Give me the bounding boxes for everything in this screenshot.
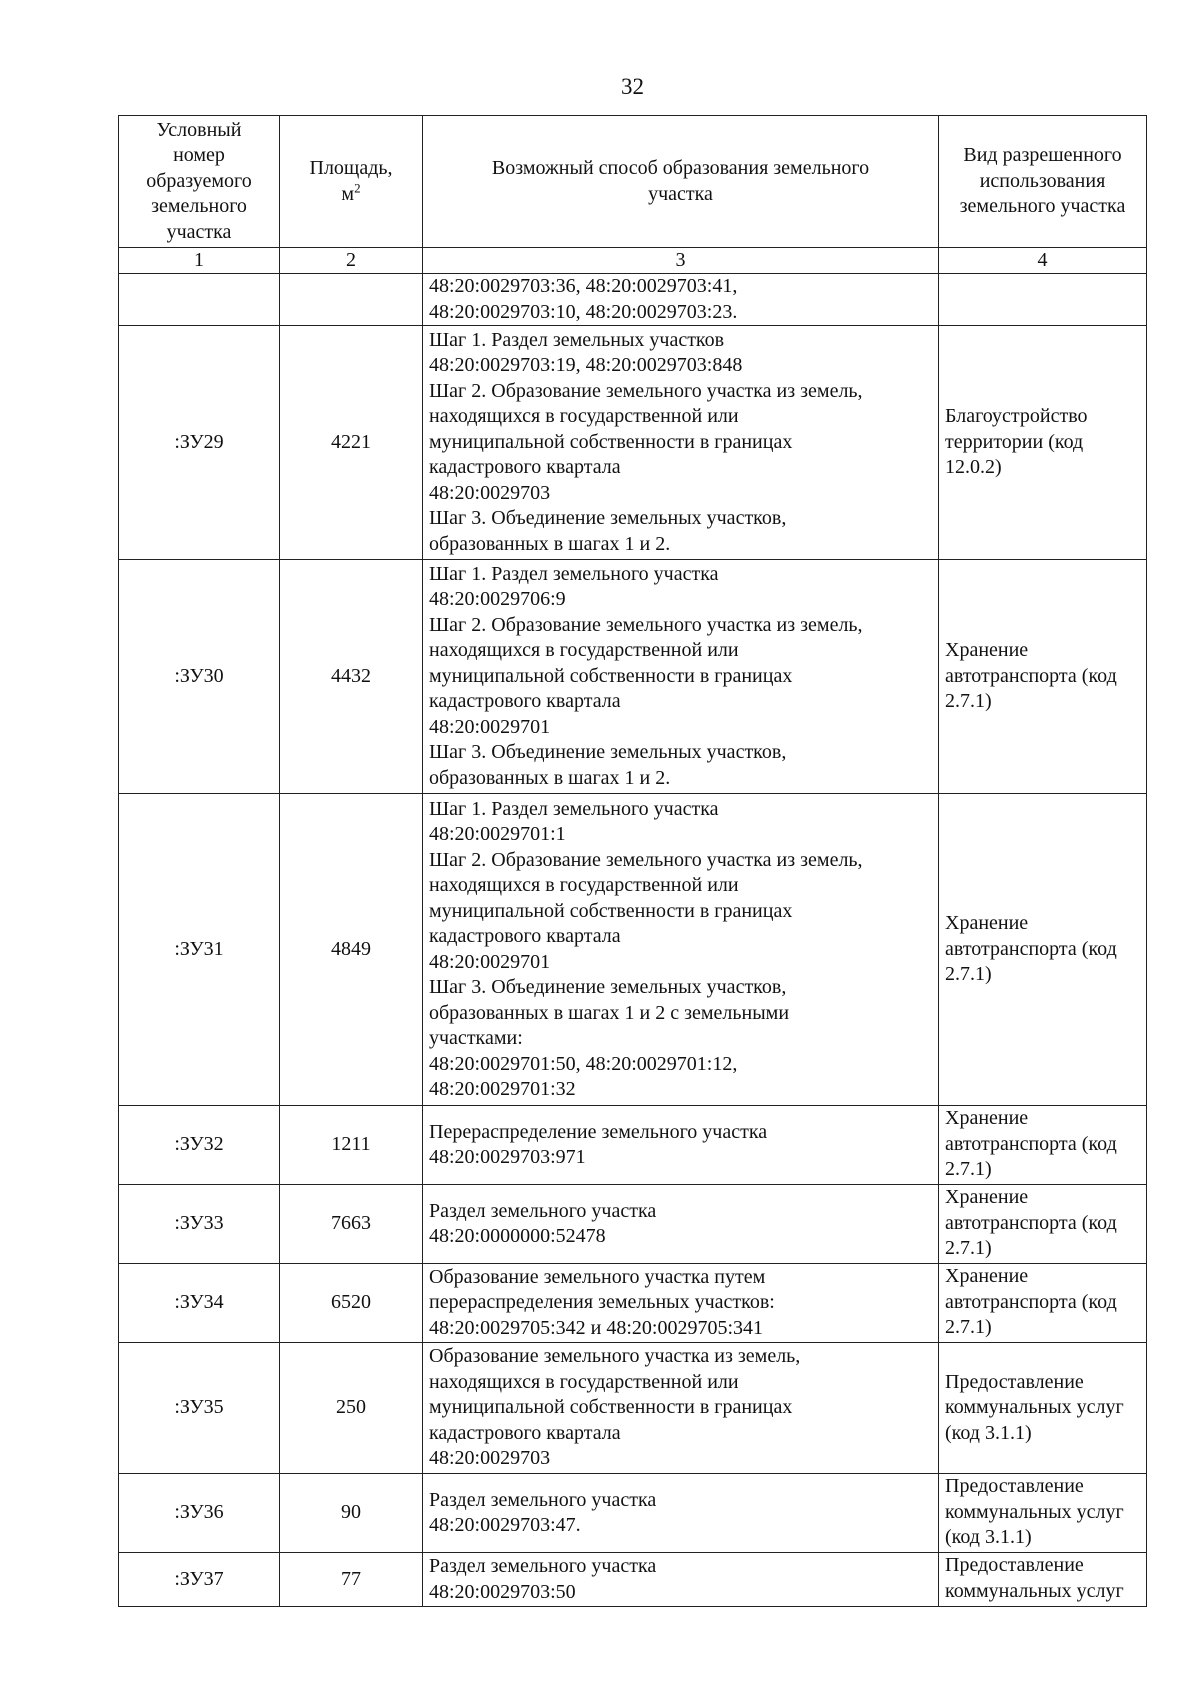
permitted-use-line: территории (код — [945, 430, 1084, 453]
formation-method-cell — [423, 274, 939, 326]
header-line: Вид разрешенного — [963, 144, 1122, 167]
formation-method-line: образованных в шагах 1 и 2 с земельными — [429, 1001, 790, 1024]
permitted-use-line: автотранспорта (код — [945, 1290, 1117, 1313]
plot-number: :ЗУ33 — [174, 1212, 224, 1235]
table-row — [119, 1185, 1147, 1264]
formation-method-line: 48:20:0029706:9 — [429, 588, 566, 611]
formation-method-line: муниципальной собственности в границах — [429, 430, 793, 453]
header-line: земельного участка — [959, 195, 1126, 218]
header-permitted-use — [939, 116, 1147, 248]
formation-method-line: 48:20:0029701 — [429, 950, 551, 973]
permitted-use-line: Предоставление — [945, 1475, 1084, 1497]
permitted-use-line: коммунальных услуг — [945, 1500, 1124, 1523]
formation-method-line: 48:20:0029701:1 — [429, 823, 566, 845]
table-row — [119, 560, 1147, 794]
permitted-use-cell — [939, 274, 1147, 326]
formation-method-line: Шаг 3. Объединение земельных участков, — [429, 741, 787, 764]
formation-method-line: 48:20:0029703:50 — [429, 1580, 576, 1603]
plot-area-cell — [280, 326, 423, 560]
formation-method-line: 48:20:0029703:19, 48:20:0029703:848 — [429, 354, 743, 377]
permitted-use-line: коммунальных услуг — [945, 1396, 1124, 1419]
formation-method-cell — [423, 794, 939, 1106]
plot-number: :ЗУ36 — [174, 1501, 224, 1524]
header-line: Площадь, — [309, 157, 393, 179]
formation-method-line: 48:20:0029701:32 — [429, 1078, 576, 1100]
formation-method-line: Перераспределение земельного участка — [429, 1120, 768, 1143]
formation-method-line: Шаг 2. Образование земельного участка из земель, — [429, 613, 863, 636]
table-header — [119, 116, 1147, 274]
plot-number: :ЗУ32 — [174, 1133, 224, 1156]
permitted-use-line: автотранспорта (код — [945, 937, 1117, 960]
plot-area-cell — [280, 794, 423, 1106]
formation-method-line: кадастрового квартала — [429, 456, 621, 479]
formation-method-cell — [423, 1185, 939, 1264]
permitted-use-line: Предоставление — [945, 1370, 1084, 1393]
plot-number-cell — [119, 1474, 280, 1553]
table-row — [119, 1474, 1147, 1553]
formation-method-line: участками: — [429, 1027, 523, 1049]
formation-method-line: находящихся в государственной или — [429, 1370, 739, 1393]
permitted-use-line: 2.7.1) — [945, 963, 992, 986]
header-formation-method — [423, 116, 939, 248]
header-line: образуемого — [146, 169, 252, 192]
plot-area: 250 — [336, 1396, 366, 1419]
formation-method-line: Шаг 1. Раздел земельных участков — [429, 328, 725, 351]
plot-number-cell — [119, 794, 280, 1106]
permitted-use-line: (код 3.1.1) — [945, 1421, 1032, 1444]
formation-method-line: 48:20:0029703 — [429, 1447, 551, 1470]
plot-number: :ЗУ35 — [174, 1396, 224, 1419]
header-line: земельного — [151, 195, 247, 218]
permitted-use-line: 2.7.1) — [945, 690, 992, 713]
plot-number-cell — [119, 1185, 280, 1264]
plot-number: :ЗУ30 — [174, 664, 224, 687]
header-line: Условный — [156, 118, 242, 141]
plot-area: 6520 — [331, 1291, 371, 1314]
permitted-use-line: Хранение — [945, 1186, 1029, 1208]
permitted-use-cell — [939, 1264, 1147, 1343]
plot-area: 4221 — [331, 430, 371, 453]
header-area — [280, 116, 423, 248]
plot-area-cell — [280, 274, 423, 326]
plot-number-cell — [119, 1343, 280, 1474]
permitted-use-cell — [939, 1185, 1147, 1264]
plot-area-cell — [280, 1106, 423, 1185]
column-number-row — [119, 248, 1147, 274]
column-number: 1 — [119, 248, 280, 274]
permitted-use-cell — [939, 1106, 1147, 1185]
plot-number-cell — [119, 326, 280, 560]
formation-method-line: Раздел земельного участка — [429, 1488, 657, 1511]
formation-method-line: образованных в шагах 1 и 2. — [429, 766, 671, 789]
plot-number: :ЗУ31 — [174, 937, 224, 960]
permitted-use-cell — [939, 1553, 1147, 1607]
plot-number-cell — [119, 560, 280, 794]
permitted-use-line: автотранспорта (код — [945, 1211, 1117, 1234]
table-row — [119, 326, 1147, 560]
formation-method-line: муниципальной собственности в границах — [429, 899, 793, 922]
header-line: Возможный способ образования земельного — [491, 157, 870, 179]
table-row — [119, 794, 1147, 1106]
plot-area: 7663 — [331, 1212, 371, 1235]
permitted-use-cell — [939, 1474, 1147, 1553]
formation-method-cell — [423, 560, 939, 794]
plot-area: 4432 — [331, 664, 371, 687]
formation-method-line: кадастрового квартала — [429, 690, 621, 713]
formation-method-line: 48:20:0029701:50, 48:20:0029701:12, — [429, 1052, 738, 1075]
plot-area: 1211 — [331, 1133, 371, 1156]
table-row — [119, 1343, 1147, 1474]
header-line: участка — [166, 220, 232, 243]
table-row — [119, 1553, 1147, 1607]
permitted-use-line: Предоставление — [945, 1554, 1084, 1576]
header-unit — [286, 179, 416, 208]
formation-method-line: Шаг 1. Раздел земельного участка — [429, 562, 719, 585]
header-line: номер — [173, 144, 225, 167]
formation-method-line: Раздел земельного участка — [429, 1199, 657, 1222]
permitted-use-line: (код 3.1.1) — [945, 1526, 1032, 1548]
permitted-use-line: Хранение — [945, 1265, 1029, 1287]
formation-method-line: Образование земельного участка из земель, — [429, 1345, 801, 1368]
formation-method-line: Шаг 2. Образование земельного участка из земель, — [429, 379, 863, 402]
plot-area-cell — [280, 1474, 423, 1553]
table-row — [119, 1106, 1147, 1185]
plot-area-cell — [280, 1264, 423, 1343]
formation-method-line: образованных в шагах 1 и 2. — [429, 532, 671, 555]
formation-method-line: Раздел земельного участка — [429, 1555, 657, 1577]
formation-method-line: кадастрового квартала — [429, 925, 621, 947]
formation-method-cell — [423, 326, 939, 560]
plot-number: :ЗУ34 — [174, 1291, 224, 1314]
formation-method-line: перераспределения земельных участков: — [429, 1291, 775, 1314]
formation-method-cell — [423, 1553, 939, 1607]
unit-text: м — [341, 182, 355, 205]
formation-method-line: Шаг 1. Раздел земельного участка — [429, 797, 719, 820]
formation-method-line: Образование земельного участка путем — [429, 1265, 766, 1288]
formation-method-line: 48:20:0029703:971 — [429, 1146, 586, 1168]
header-line: использования — [979, 169, 1106, 192]
formation-method-line: Шаг 3. Объединение земельных участков, — [429, 976, 787, 998]
permitted-use-line: автотранспорта (код — [945, 664, 1117, 687]
column-number: 3 — [423, 248, 939, 274]
permitted-use-line: Хранение — [945, 639, 1029, 662]
permitted-use-line: Благоустройство — [945, 405, 1088, 428]
formation-method-cell — [423, 1106, 939, 1185]
plot-area-cell — [280, 1343, 423, 1474]
header-line: участка — [648, 182, 713, 205]
permitted-use-line: 2.7.1) — [945, 1158, 992, 1180]
column-number: 4 — [939, 248, 1147, 274]
plot-number: :ЗУ29 — [174, 430, 224, 453]
plot-area: 77 — [341, 1567, 361, 1590]
formation-method-cell — [423, 1474, 939, 1553]
land-plots-table — [118, 115, 1147, 1607]
formation-method-line: 48:20:0029703:10, 48:20:0029703:23. — [429, 300, 738, 323]
formation-method-line: находящихся в государственной или — [429, 639, 739, 662]
permitted-use-line: автотранспорта (код — [945, 1132, 1117, 1155]
formation-method-cell — [423, 1343, 939, 1474]
permitted-use-line: Хранение — [945, 912, 1029, 935]
formation-method-line: Шаг 3. Объединение земельных участков, — [429, 507, 787, 530]
plot-area-cell — [280, 1185, 423, 1264]
permitted-use-line: коммунальных услуг — [945, 1579, 1124, 1602]
plot-number-cell — [119, 274, 280, 326]
permitted-use-line: 12.0.2) — [945, 456, 1002, 479]
formation-method-line: 48:20:0029705:342 и 48:20:0029705:341 — [429, 1316, 764, 1339]
permitted-use-cell — [939, 1343, 1147, 1474]
plot-area: 4849 — [331, 937, 371, 960]
plot-area-cell — [280, 560, 423, 794]
formation-method-line: муниципальной собственности в границах — [429, 664, 793, 687]
formation-method-line: муниципальной собственности в границах — [429, 1396, 793, 1419]
header-row — [119, 116, 1147, 248]
plot-area: 90 — [341, 1501, 361, 1524]
formation-method-line: кадастрового квартала — [429, 1421, 621, 1444]
formation-method-line: Шаг 2. Образование земельного участка из земель, — [429, 848, 863, 871]
plot-number-cell — [119, 1264, 280, 1343]
plot-area-cell — [280, 1553, 423, 1607]
formation-method-line: находящихся в государственной или — [429, 874, 739, 896]
permitted-use-line: 2.7.1) — [945, 1237, 992, 1259]
formation-method-cell — [423, 1264, 939, 1343]
page-number: 32 — [621, 74, 644, 99]
permitted-use-cell — [939, 326, 1147, 560]
column-number: 2 — [280, 248, 423, 274]
formation-method-line: 48:20:0029703:36, 48:20:0029703:41, — [429, 275, 738, 297]
plot-number-cell — [119, 1106, 280, 1185]
table-row — [119, 1264, 1147, 1343]
plot-number: :ЗУ37 — [174, 1567, 224, 1590]
table-body — [119, 274, 1147, 1607]
permitted-use-cell — [939, 560, 1147, 794]
formation-method-line: 48:20:0029703 — [429, 481, 551, 504]
permitted-use-line: 2.7.1) — [945, 1316, 992, 1338]
formation-method-line: 48:20:0000000:52478 — [429, 1225, 606, 1247]
unit-superscript: 2 — [354, 179, 361, 195]
plot-number-cell — [119, 1553, 280, 1607]
header-conditional-number — [119, 116, 280, 248]
formation-method-line: 48:20:0029703:47. — [429, 1514, 581, 1536]
permitted-use-cell — [939, 794, 1147, 1106]
formation-method-line: находящихся в государственной или — [429, 405, 739, 428]
formation-method-line: 48:20:0029701 — [429, 715, 551, 738]
table-row — [119, 274, 1147, 326]
permitted-use-line: Хранение — [945, 1107, 1029, 1129]
